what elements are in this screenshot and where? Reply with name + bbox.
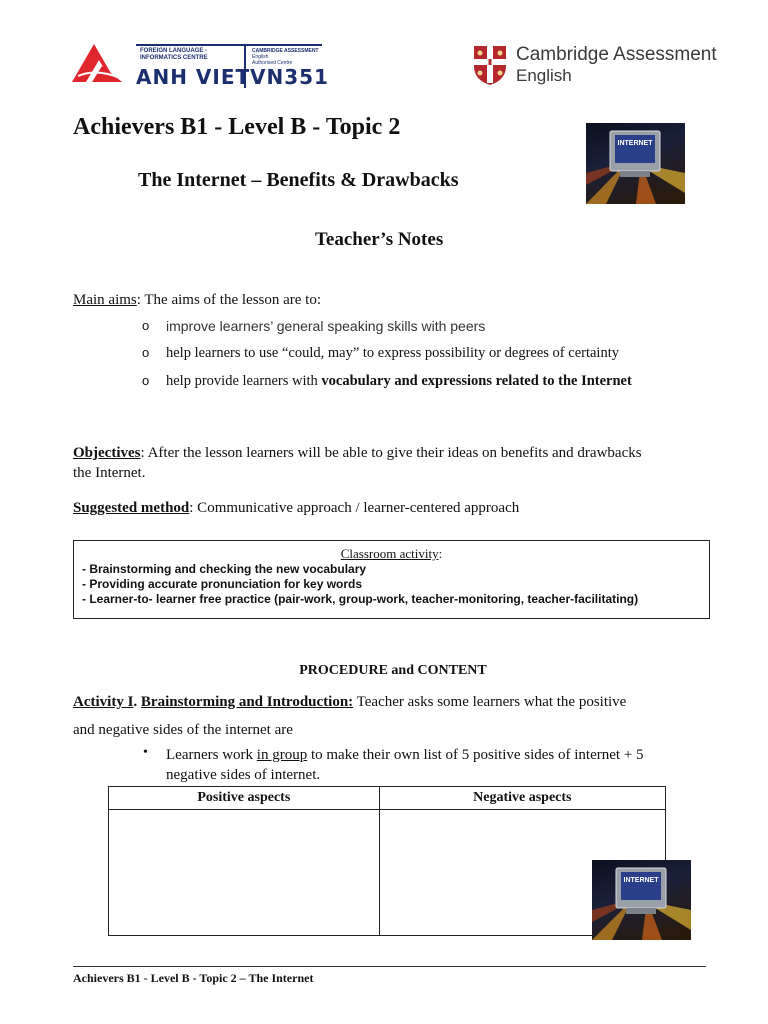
positive-aspects-cell[interactable]	[109, 810, 380, 936]
positive-aspects-header: Positive aspects	[109, 787, 380, 810]
objectives-paragraph	[73, 443, 713, 483]
objectives-text-line2: the Internet.	[73, 465, 146, 481]
anhviet-logo	[72, 40, 329, 90]
cambridge-subname: English	[516, 66, 572, 85]
anhviet-mountain-icon	[72, 42, 126, 86]
computer-monitor-icon	[586, 123, 685, 204]
activity1-title: Brainstorming and Introduction:	[140, 694, 354, 710]
method-label: Suggested method	[73, 500, 190, 516]
classroom-activity-item: - Brainstorming and checking the new vocabulary	[82, 562, 367, 576]
method-paragraph	[73, 498, 519, 518]
computer-monitor-icon	[592, 860, 691, 940]
bullet-dot-icon: •	[143, 745, 148, 760]
classroom-activity-box	[73, 540, 710, 619]
method-text: : Communicative approach / learner-centered approach	[189, 500, 520, 516]
page-subtitle: The Internet – Benefits & Drawbacks	[138, 169, 459, 191]
main-aims-paragraph	[73, 290, 321, 310]
bullet-o-icon: o	[142, 345, 150, 360]
cambridge-name: Cambridge Assessment	[516, 44, 717, 65]
page-title: Achievers B1 - Level B - Topic 2	[73, 114, 401, 140]
anhviet-name: ANH VIET	[136, 65, 251, 89]
activity1-paragraph: Activity I. Brainstorming and Introduction: Teacher asks some learners what the positive and negative sides of the internet are	[73, 688, 713, 744]
image-label: INTERNET	[623, 877, 659, 884]
activity1-text: Teacher asks some learners what the positive	[353, 694, 627, 710]
negative-aspects-header: Negative aspects	[379, 787, 665, 810]
main-aims-intro: : The aims of the lesson are to:	[136, 292, 322, 308]
procedure-heading: PROCEDURE and CONTENT	[299, 663, 487, 678]
main-aims-label: Main aims	[73, 292, 137, 308]
footer-text: Achievers B1 - Level B - Topic 2 – The Internet	[73, 971, 314, 985]
activity1-text-line2: and negative sides of the internet are	[73, 722, 293, 738]
cambridge-shield-icon	[472, 44, 508, 86]
aspects-table	[108, 786, 666, 936]
in-group-text: in group	[256, 747, 308, 763]
classroom-activity-item: - Learner-to- learner free practice (pair-work, group-work, teacher-monitoring, teacher-facilitating)	[82, 592, 639, 606]
section-title: Teacher’s Notes	[315, 229, 444, 250]
footer-rule	[73, 966, 706, 967]
activity1-bullet: Learners work in group to make their own list of 5 positive sides of internet + 5 negative sides of internet.	[166, 747, 644, 783]
main-aims-item-3: help provide learners with vocabulary and expressions related to the Internet	[166, 373, 632, 389]
internet-illustration-bottom	[592, 860, 691, 940]
anhviet-centre-name: FOREIGN LANGUAGE - INFORMATICS CENTRE	[140, 48, 208, 61]
bullet-o-icon: o	[142, 318, 150, 333]
activity1-label: Activity I	[73, 694, 134, 710]
bullet-o-icon: o	[142, 373, 150, 388]
image-label: INTERNET	[617, 140, 653, 147]
main-aims-item-2: help learners to use “could, may” to express possibility or degrees of certainty	[166, 345, 619, 361]
classroom-activity-heading: Classroom activity:	[340, 546, 443, 561]
internet-illustration	[586, 123, 685, 204]
anhviet-authorised-text: CAMBRIDGE ASSESSMENT English Authorised Centre	[252, 48, 319, 66]
objectives-label: Objectives	[73, 445, 141, 461]
objectives-text: : After the lesson learners will be able to give their ideas on benefits and drawbacks	[140, 445, 642, 461]
main-aims-item-3-bold: vocabulary and expressions related to the Internet	[321, 373, 632, 389]
main-aims-item-1: improve learners’ general speaking skills with peers	[166, 318, 486, 334]
cambridge-logo	[472, 44, 717, 88]
anhviet-centre-code: VN351	[250, 65, 329, 89]
classroom-activity-item: - Providing accurate pronunciation for key words	[82, 577, 363, 591]
anhviet-top-bar	[136, 44, 322, 46]
